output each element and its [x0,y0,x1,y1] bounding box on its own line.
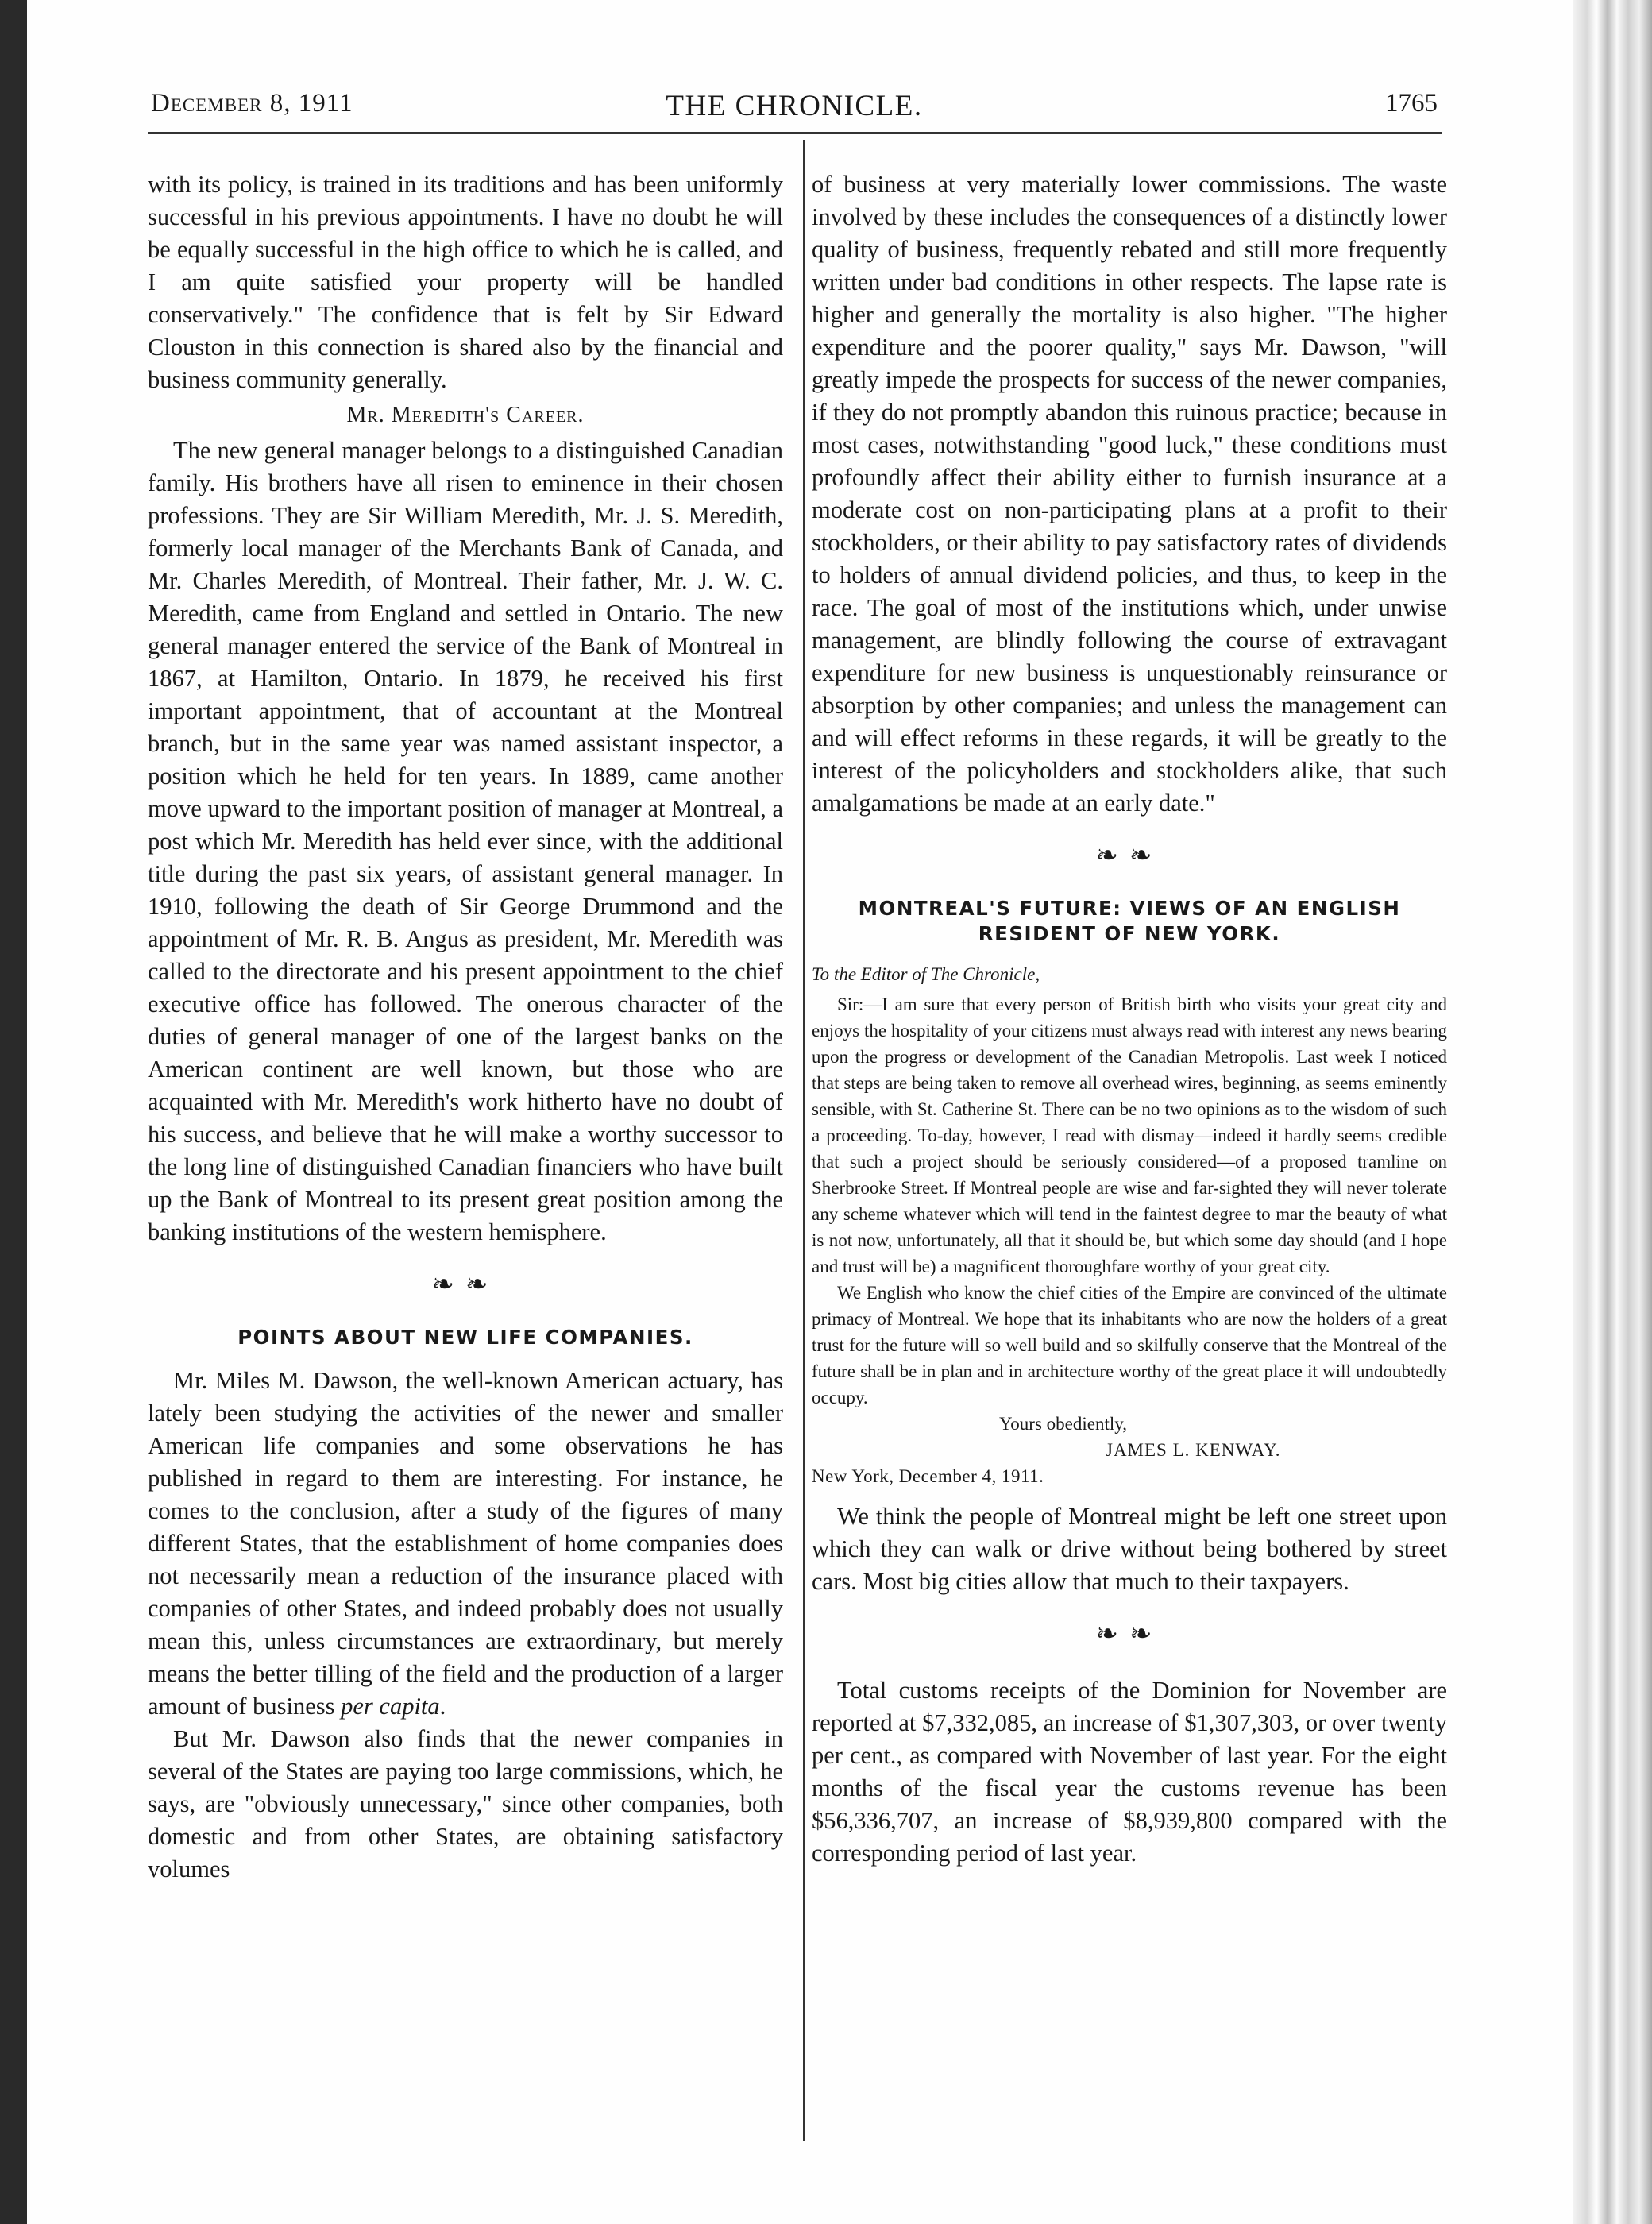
life-companies-continuation-paragraph: of business at very materially lower commissions. The waste involved by these includes the consequences of a distinctly lower quality of business, frequently rebated and still more frequently written under bad conditions in other respects. The lapse rate is higher and generally the mortality is also higher. "The higher expenditure and the poorer quality," says Mr. Dawson, "will greatly impede the prospects for success of the newer companies, if they do not promptly abandon this ruinous practice; because in most cases, notwithstanding "good luck," these conditions must profoundly affect their ability either to furnish insurance at a moderate cost on non-participating plans at a profit to their stockholders, or their ability to pay satisfactory rates of dividends to holders of annual dividend policies, and thus, to keep in the race. The goal of most of the institutions which, under unwise management, are blindly following the course of extravagant expenditure for new business is unquestionably reinsurance or absorption by other companies; and unless the management can and will effect reforms in these regards, it will be greatly to the interest of the policyholders and stockholders alike, that such amalgamations be made at an early date." [812,171,1447,817]
section-subheading: Mr. Meredith's Career. [346,403,585,427]
letter-salutation: To the Editor of The Chronicle, [812,964,1040,984]
header-date: December 8, 1911 [151,89,353,118]
italic-phrase: per capita [341,1693,440,1720]
editorial-comment-paragraph: We think the people of Montreal might be left one street upon which they can walk or drive without being bothered by street cars. Most big cities allow that much to their taxpayers. [812,1503,1447,1595]
letter-paragraph: Sir:—I am sure that every person of British birth who visits your great city and enjoys the hospitality of your citizens must always read with interest any news bearing upon the progress or development of the Canadian Metropolis. Last week I noticed that steps are being taken to remove all overhead wires, beginning, as seems eminently sensible, with St. Catherine St. There can be no two opinions as to the wisdom of such a proceeding. To-day, however, I read with dismay—indeed it hardly seems credible that such a project should be seriously considered—of a proposed tramline on Sherbrooke Street. If Montreal people are wise and far-sighted they will never tolerate any scheme whatever which will tend in the faintest degree to mar the beauty of what is not now, unfortunately, all that it should be, but which some day should (and I hope and trust will be) a magnificent thoroughfare worthy of your great city. [812,994,1447,1276]
header-rule [148,132,1442,134]
ornament-divider: ❧❧ [1095,1620,1164,1649]
scan-right-edge-page-stack [1573,0,1652,2224]
right-column [812,168,1447,1870]
article-headline: MONTREAL'S FUTURE: VIEWS OF AN ENGLISH RESIDENT OF NEW YORK. [858,897,1401,945]
paragraph-text-end: . [439,1693,446,1720]
left-column [148,168,783,1886]
customs-receipts-paragraph: Total customs receipts of the Dominion for November are reported at $7,332,085, an increase of $1,307,303, or over twenty per cent., as compared with November of last year. For the eight months of the fiscal year the customs revenue has been $56,336,707, an increase of $8,939,800 compared with the corresponding period of last year. [812,1677,1447,1867]
article-headline: POINTS ABOUT NEW LIFE COMPANIES. [237,1326,693,1349]
paragraph-text: Mr. Miles M. Dawson, the well-known American actuary, has lately been studying the activities of the newer and smaller American life companies and some observations he has published in regard to them are interesting. For instance, he comes to the conclusion, after a study of the figures of many different States, that the establishment of home companies does not necessarily mean a reduction of the insurance placed with companies of other States, and indeed probably does not usually mean this, unless circumstances are extraordinary, but merely means the better tilling of the field and the production of a larger amount of business [148,1367,783,1720]
life-companies-paragraph [148,1365,783,1723]
letter-paragraph: We English who know the chief cities of the Empire are convinced of the ultimate primacy of Montreal. We hope that its inhabitants who are now the holders of a great trust for the future will so well build and so skilfully conserve that the Montreal of the future shall be in plan and in architecture worthy of the great place it will undoubtedly occupy. [812,1283,1447,1407]
header-page-number: 1765 [1385,89,1438,118]
meredith-career-paragraph: The new general manager belongs to a distinguished Canadian family. His brothers have all risen to eminence in their chosen professions. They are Sir William Meredith, Mr. J. S. Meredith, formerly local manager of the Merchants Bank of Canada, and Mr. Charles Meredith, of Montreal. Their father, Mr. J. W. C. Meredith, came from England and settled in Ontario. The new general manager entered the service of the Bank of Montreal in 1867, at Hamilton, Ontario. In 1879, he received his first important appointment, that of accountant at the Montreal branch, but in the same year was named assistant inspector, a position which he held for ten years. In 1889, came another move upward to the important position of manager at Montreal, a post which Mr. Meredith has held ever since, with the additional title during the past six years, of assistant general manager. In 1910, following the death of Sir George Drummond and the appointment of Mr. R. B. Angus as president, Mr. Meredith was called to the directorate and his present appointment to the chief executive office has followed. The onerous character of the duties of general manager of one of the largest banks on the American continent are well known, but those who are acquainted with Mr. Meredith's work hitherto have no doubt of his success, and believe that he will make a worthy successor to the long line of distinguished Canadian financiers who have built up the Bank of Montreal to its present great position among the banking institutions of the western hemisphere. [148,437,783,1245]
letter-closing: Yours obediently, [999,1414,1128,1434]
article-continuation-paragraph: with its policy, is trained in its traditions and has been uniformly successful in his previous appointments. I have no doubt he will be equally successful in the high office to which he is called, and I am quite satisfied your property will be handled conservatively." The confidence that is felt by Sir Edward Clouston in this connection is shared also by the financial and business community generally. [148,171,783,393]
ornament-divider: ❧❧ [431,1270,500,1299]
header-title: THE CHRONICLE. [666,90,923,122]
dawson-commissions-paragraph: But Mr. Dawson also finds that the newer companies in several of the States are paying too large commissions, which, he says, are "obviously unnecessary," since other companies, both domestic and from other States, are obtaining satisfactory volumes [148,1725,783,1882]
letter-signature: JAMES L. KENWAY. [1106,1440,1281,1460]
column-divider [803,140,805,2141]
ornament-divider: ❧❧ [1095,841,1164,871]
scan-left-edge [0,0,27,2224]
letter-dateline: New York, December 4, 1911. [812,1466,1044,1486]
page-header [151,89,1438,125]
